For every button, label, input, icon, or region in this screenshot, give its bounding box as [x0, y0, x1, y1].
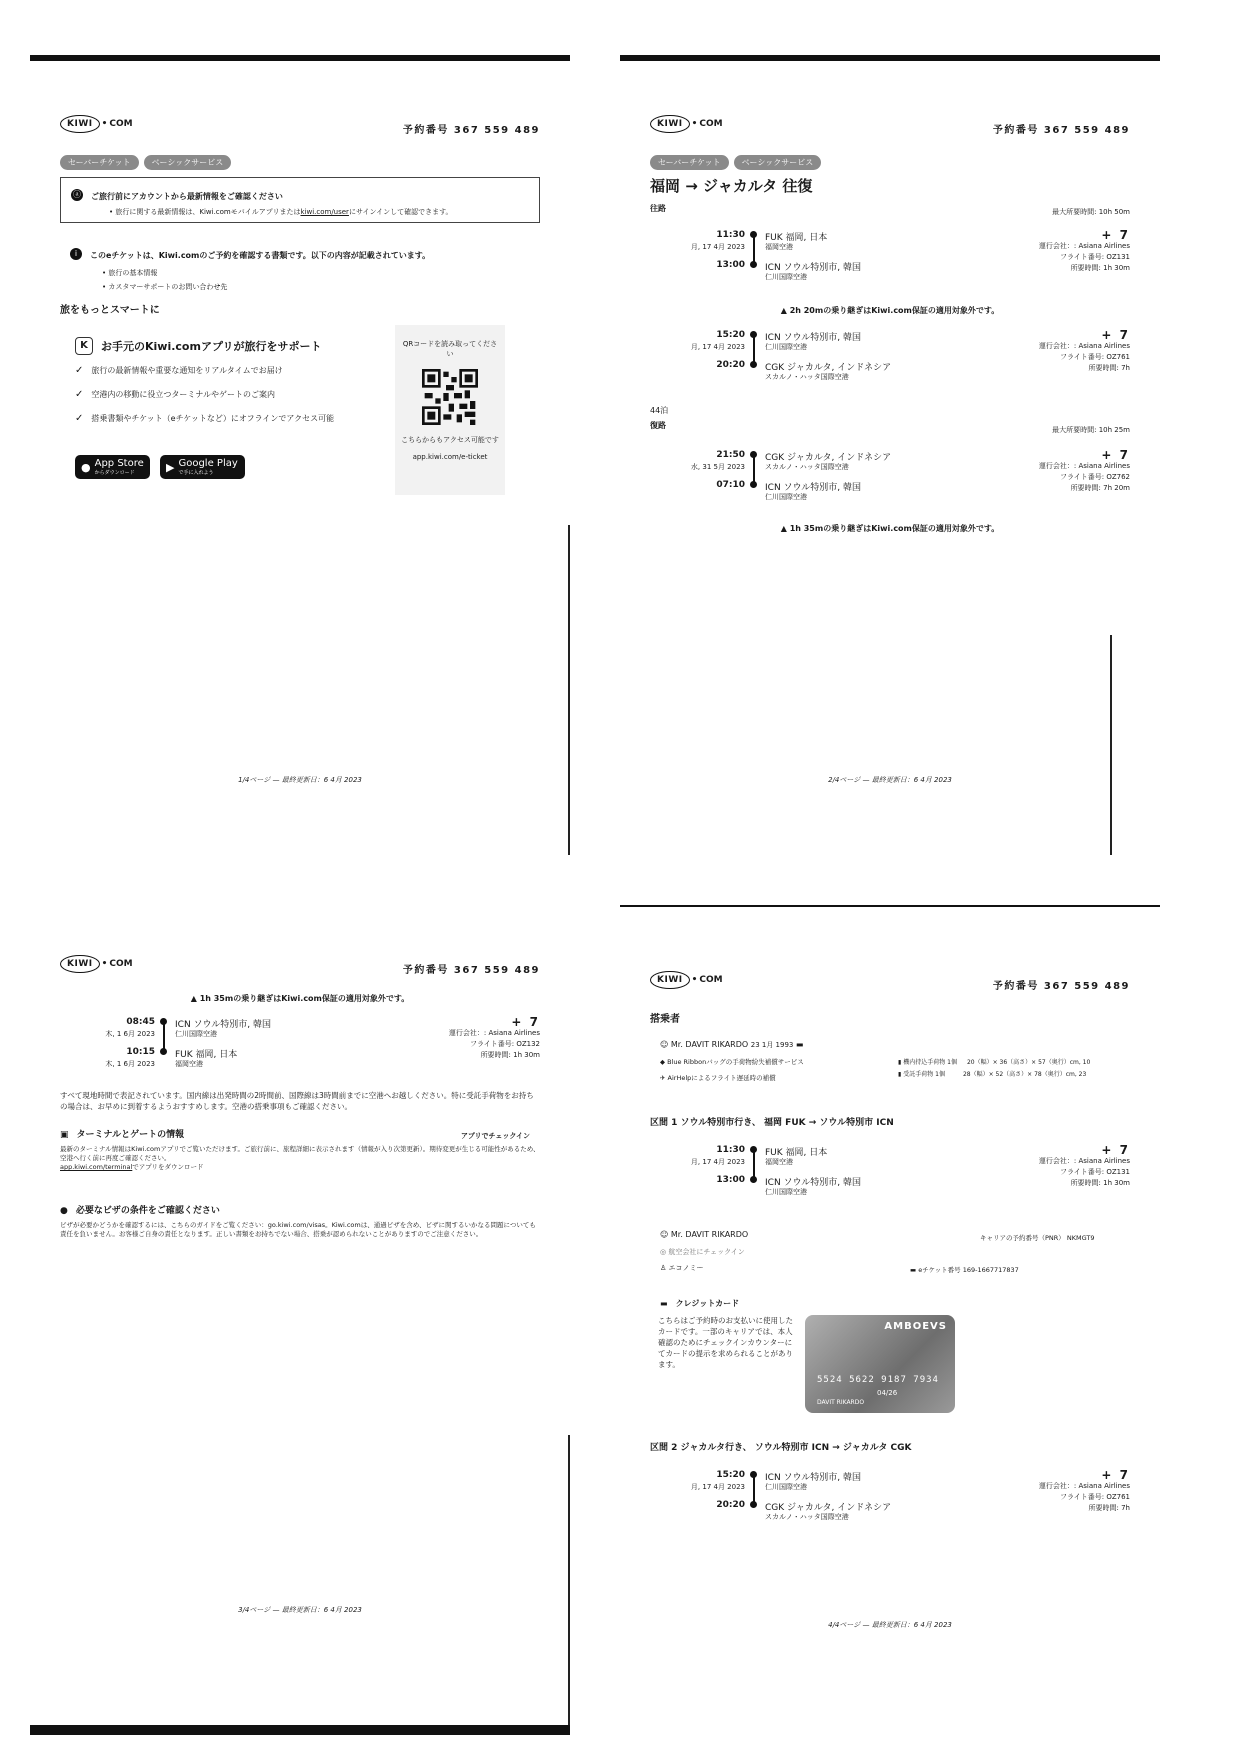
page-footer: 2/4ページ — 最終更新日：6 4月 2023: [828, 776, 952, 784]
logo-com: COM: [109, 959, 133, 969]
segment-dot: [750, 1471, 757, 1478]
checked-bag-icon: ▮: [898, 1071, 904, 1078]
fare-badges: [650, 155, 821, 170]
kiwi-logo: [650, 115, 723, 133]
segment-dot: [750, 451, 757, 458]
terminal-link-post: でアプリをダウンロード: [132, 1163, 204, 1171]
airline-logo-icon: + 7: [1101, 1143, 1130, 1157]
eticket-info: [70, 243, 540, 292]
departure-airport-name: 福岡空港: [765, 243, 793, 251]
operator: 運行会社：: Asiana Airlines: [1038, 1157, 1130, 1165]
feature-text: 搭乗書類やチケット（eチケットなど）にオフラインでアクセス可能: [91, 414, 335, 423]
badge-basic: ベーシックサービス: [734, 155, 822, 170]
airline-logo-icon: + 7: [1101, 1468, 1130, 1482]
booking-number: 予約番号 367 559 489: [992, 981, 1130, 992]
departure-date: 月, 17 4月 2023: [690, 243, 745, 251]
kiwi-logo: [650, 971, 723, 989]
card-expiry: 04/26: [877, 1389, 898, 1397]
eticket-info-title: このeチケットは、Kiwi.comのご予約を確認する書類です。以下の内容が記載されています。: [90, 251, 431, 260]
page-bottom-bar: [30, 1725, 570, 1735]
flight-segment: [650, 1470, 1130, 1530]
qr-url[interactable]: app.kiwi.com/e-ticket: [412, 453, 488, 461]
page-1: [30, 55, 570, 855]
flight-segment: [60, 1017, 540, 1077]
eticket-row: [910, 1265, 1019, 1274]
credit-card-text: こちらはご予約時のお支払いに使用したカードです。一部のキャリアでは、本人確認のためにチェックインカウンターにてカードの提示を求められることがあります。: [658, 1316, 793, 1369]
departure-airport-name: 仁川国際空港: [175, 1030, 217, 1038]
flight-segment: [650, 1145, 1130, 1205]
badge-basic: ベーシックサービス: [144, 155, 232, 170]
departure-date: 木, 1 6月 2023: [105, 1030, 155, 1038]
departure-airport: ICN ソウル特別市, 韓国: [765, 333, 861, 343]
account-info-bullet: [109, 207, 529, 217]
arrival-airport-name: 福岡空港: [175, 1060, 203, 1068]
flight-number: フライト番号: OZ761: [1059, 353, 1130, 361]
departure-time: 11:30: [716, 230, 745, 240]
visa-heading: [60, 1203, 220, 1216]
apple-icon: ●: [81, 460, 91, 474]
terminal-icon: ▣: [60, 1130, 69, 1140]
feature-item: [75, 389, 334, 400]
booking-number: 予約番号 367 559 489: [402, 125, 540, 136]
page-header: [650, 115, 1130, 145]
route-title: 福岡 → ジャカルタ 往復: [650, 177, 813, 195]
segment-dot: [750, 231, 757, 238]
check-icon: ✓: [75, 389, 84, 400]
service-row: [660, 1073, 776, 1082]
segment-dot: [160, 1048, 167, 1055]
credit-card-title: クレジットカード: [675, 1299, 740, 1308]
baggage-row: [898, 1057, 1090, 1066]
segment-dot: [750, 361, 757, 368]
cabin-class: エコノミー: [668, 1264, 704, 1272]
page-2: [620, 55, 1160, 855]
page-edge: [1110, 635, 1112, 855]
return-total-duration: 最大所要時間: 10h 25m: [1052, 426, 1130, 434]
flag-icon: ▬: [795, 1040, 804, 1049]
departure-time: 21:50: [716, 450, 745, 460]
google-play-button[interactable]: [160, 455, 245, 479]
departure-airport: ICN ソウル特別市, 韓国: [175, 1020, 271, 1030]
bullet-text-post: にサインインして確認できます。: [348, 208, 453, 216]
segment-dot: [750, 1176, 757, 1183]
passenger-row: [660, 1040, 803, 1050]
operator: 運行会社：: Asiana Airlines: [448, 1029, 540, 1037]
page-footer: 3/4ページ — 最終更新日：6 4月 2023: [238, 1606, 362, 1614]
page-edge: [568, 1435, 570, 1735]
check-icon: ✓: [75, 365, 84, 376]
cabin-bag-dims: 20（幅）× 36（高さ）× 57（奥行）cm, 10: [966, 1059, 1091, 1066]
account-info-box: [60, 177, 540, 223]
feature-text: 空港内の移動に役立つターミナルやゲートのご案内: [91, 390, 275, 399]
app-store-label: App Store: [94, 458, 144, 469]
page-footer: 4/4ページ — 最終更新日：6 4月 2023: [828, 1621, 952, 1629]
account-info-title: ご旅行前にアカウントから最新情報をご確認ください: [91, 192, 283, 201]
arrival-airport-name: 仁川国際空港: [765, 273, 807, 281]
service-row: [660, 1057, 804, 1066]
page-header: [60, 955, 540, 985]
arrival-date: 木, 1 6月 2023: [105, 1060, 155, 1068]
person-icon: ☺: [660, 1040, 671, 1049]
nights-count: 44泊: [650, 406, 669, 415]
page-header: [60, 115, 540, 145]
terminal-link[interactable]: app.kiwi.com/terminal: [60, 1163, 133, 1171]
arrival-airport: FUK 福岡, 日本: [175, 1050, 238, 1060]
departure-date: 月, 17 4月 2023: [690, 1158, 745, 1166]
passenger-name: Mr. DAVIT RIKARDO: [670, 1040, 749, 1049]
operator: 運行会社：: Asiana Airlines: [1038, 342, 1130, 350]
segment-duration: 所要時間: 7h: [1088, 364, 1130, 372]
pnr: キャリアの予約番号（PNR） NKMGT9: [980, 1234, 1095, 1242]
segment-dot: [750, 481, 757, 488]
logo-dot: •: [101, 959, 108, 969]
segment-line: [753, 1474, 755, 1504]
flight-segment: [650, 450, 1130, 510]
google-play-label: Google Play: [178, 458, 238, 469]
logo-dot: •: [691, 119, 698, 129]
arrival-airport: ICN ソウル特別市, 韓国: [765, 1178, 861, 1188]
arrival-time: 10:15: [126, 1047, 155, 1057]
flight-segment: [650, 230, 1130, 290]
arrival-time: 20:20: [716, 1500, 745, 1510]
logo-com: COM: [699, 119, 723, 129]
flight-number: フライト番号: OZ761: [1059, 1493, 1130, 1501]
google-play-sublabel: で手に入れよう: [178, 470, 214, 476]
page-footer: 1/4ページ — 最終更新日：6 4月 2023: [238, 776, 362, 784]
airline-logo-icon: + 7: [1101, 228, 1130, 242]
cabin-row: [660, 1263, 704, 1273]
arrival-airport-name: スカルノ・ハッタ国際空港: [765, 373, 849, 381]
plane-icon: ✈: [660, 1074, 668, 1082]
departure-airport: ICN ソウル特別市, 韓国: [765, 1473, 861, 1483]
departure-date: 月, 17 4月 2023: [690, 1483, 745, 1491]
logo-dot: •: [101, 119, 108, 129]
airline-logo-icon: + 7: [511, 1015, 540, 1029]
ticket-icon: ▬: [910, 1266, 919, 1274]
segment-duration: 所要時間: 1h 30m: [1070, 1179, 1130, 1187]
segment-duration: 所要時間: 7h 20m: [1070, 484, 1130, 492]
credit-card-image: [805, 1315, 955, 1413]
kiwi-logo: [60, 955, 133, 973]
departure-time: 15:20: [716, 330, 745, 340]
outbound-total-duration: 最大所要時間: 10h 50m: [1052, 208, 1130, 216]
passenger-name: Mr. DAVIT RIKARDO: [670, 1230, 749, 1239]
arrival-airport-name: スカルノ・ハッタ国際空港: [765, 1513, 849, 1521]
departure-airport: FUK 福岡, 日本: [765, 1148, 828, 1158]
airline-info: [1039, 450, 1130, 494]
return-label: 復路: [650, 421, 666, 430]
departure-date: 水, 31 5月 2023: [690, 463, 745, 471]
airline-logo-icon: + 7: [1101, 448, 1130, 462]
leg1-title: 区間 1 ソウル特別市行き、 福岡 FUK → ソウル特別市 ICN: [650, 1118, 894, 1128]
layover-warning: ▲ 1h 35mの乗り継ぎはKiwi.com保証の適用対象外です。: [780, 524, 1000, 533]
eticket-number: eチケット番号 169-1667717837: [918, 1266, 1019, 1274]
flight-segment: [650, 330, 1130, 390]
app-store-sublabel: からダウンロード: [94, 470, 135, 476]
visa-text: ビザが必要かどうかを確認するには、こちらのガイドをご覧ください：go.kiwi.com/visas。Kiwi.comは、通過ビザを含め、ビザに関するいかなる問題についても責任を負いません。お客様ご自身の責任となります。正しい書類をお持ちでない場合、搭乗が認められないことがありますのでご注意ください。: [60, 1221, 536, 1238]
qr-panel: [395, 325, 505, 495]
credit-card-icon: ▬: [660, 1299, 668, 1308]
page-3: [30, 935, 570, 1735]
bag-protection-icon: ◆: [660, 1058, 668, 1066]
departure-airport-name: 福岡空港: [765, 1158, 793, 1166]
arrival-time: 07:10: [716, 480, 745, 490]
departure-date: 月, 17 4月 2023: [690, 343, 745, 351]
qr-instruction: QRコードを読み取ってください: [402, 340, 498, 358]
departure-airport-name: スカルノ・ハッタ国際空港: [765, 463, 849, 471]
eticket-info-item: • 旅行の基本情報: [102, 268, 540, 278]
page-top-bar: [620, 55, 1160, 61]
page-header: [650, 971, 1130, 1001]
checkin-airline: 航空会社にチェックイン: [668, 1248, 745, 1256]
passenger-dob: 23 1月 1993: [750, 1041, 794, 1049]
segment-duration: 所要時間: 1h 30m: [480, 1051, 540, 1059]
departure-time: 15:20: [716, 1470, 745, 1480]
feature-item: [75, 413, 334, 424]
airline-info: [1039, 230, 1130, 274]
checked-bag-dims: 28（幅）× 52（高さ）× 78（奥行）cm, 23: [962, 1071, 1087, 1078]
person-icon: ☺: [660, 1230, 671, 1239]
qr-alt-access: こちらからもアクセス可能です: [401, 436, 499, 444]
terminal-title: ターミナルとゲートの情報: [76, 1130, 185, 1140]
airline-logo-icon: + 7: [1101, 328, 1130, 342]
departure-airport-name: 仁川国際空港: [765, 343, 807, 351]
flight-number: フライト番号: OZ131: [1059, 1168, 1130, 1176]
terminal-body: 最新のターミナル情報はKiwi.comアプリでご覧いただけます。ご旅行前に、旅程詳細に表示されます（情報が入り次第更新）。期待変更が生じる可能性があるため、空港へ行く前に再度ご確認ください。: [60, 1145, 540, 1162]
airline-info: [449, 1017, 540, 1061]
passenger-row: [660, 1230, 748, 1239]
page-top-bar: [30, 55, 570, 61]
logo-text: KIWI: [650, 971, 690, 989]
arrival-airport: ICN ソウル特別市, 韓国: [765, 483, 861, 493]
booking-number: 予約番号 367 559 489: [402, 965, 540, 976]
logo-com: COM: [109, 119, 133, 129]
operator: 運行会社：: Asiana Airlines: [1038, 1482, 1130, 1490]
kiwi-user-link[interactable]: kiwi.com/user: [300, 208, 349, 216]
departure-airport: CGK ジャカルタ, インドネシア: [765, 453, 892, 463]
kiwi-app-icon: K: [75, 337, 93, 355]
segment-dot: [750, 261, 757, 268]
segment-duration: 所要時間: 1h 30m: [1070, 264, 1130, 272]
bullet-text: 旅行に関する最新情報は、Kiwi.comモバイルアプリまたは: [115, 208, 301, 216]
departure-time: 08:45: [126, 1017, 155, 1027]
app-promo-title: お手元のKiwi.comアプリが旅行をサポート: [101, 340, 322, 353]
terminal-text: [60, 1145, 540, 1172]
flight-number: フライト番号: OZ131: [1059, 253, 1130, 261]
checkin-row: [660, 1247, 745, 1257]
segment-line: [753, 334, 755, 364]
local-time-note: すべて現地時間で表記されています。国内線は出発時間の2時間前、国際線は3時間前までに空港へお越しください。特に受託手荷物をお持ちの場合は、お早めに到着するようおすすめします。空港の搭乗事項もご確認ください。: [60, 1091, 534, 1111]
departure-airport: FUK 福岡, 日本: [765, 233, 828, 243]
operator: 運行会社：: Asiana Airlines: [1038, 242, 1130, 250]
checkin-in-app-label[interactable]: アプリでチェックイン: [460, 1132, 530, 1140]
badge-saver: セーバーチケット: [60, 155, 139, 170]
seat-icon: ♙: [660, 1264, 669, 1272]
arrival-time: 13:00: [716, 260, 745, 270]
page-4: [620, 905, 1160, 1705]
visa-title: 必要なビザの条件をご確認ください: [75, 1206, 220, 1216]
layover-warning: ▲ 2h 20mの乗り継ぎはKiwi.com保証の適用対象外です。: [780, 306, 1000, 315]
airline-info: [1039, 1470, 1130, 1514]
feature-item: [75, 365, 334, 376]
service-blue-ribbon: Blue Ribbonバッグの手荷物紛失補償サービス: [667, 1058, 804, 1066]
card-bank: AMBOEVS: [884, 1321, 947, 1332]
arrival-time: 20:20: [716, 360, 745, 370]
flight-number: フライト番号: OZ132: [469, 1040, 540, 1048]
cabin-bag: 機内持込手荷物 1個: [903, 1059, 957, 1066]
visa-icon: ●: [60, 1206, 68, 1216]
segment-duration: 所要時間: 7h: [1088, 1504, 1130, 1512]
logo-com: COM: [699, 975, 723, 985]
store-badges: [75, 455, 245, 479]
logo-text: KIWI: [60, 115, 100, 133]
kiwi-logo: [60, 115, 133, 133]
booking-number: 予約番号 367 559 489: [992, 125, 1130, 136]
terminal-heading: [60, 1127, 184, 1140]
leg2-title: 区間 2 ジャカルタ行き、 ソウル特別市 ICN → ジャカルタ CGK: [650, 1443, 912, 1453]
app-features-list: [75, 365, 334, 437]
segment-dot: [750, 1146, 757, 1153]
segment-dot: [750, 331, 757, 338]
smart-travel-title: 旅をもっとスマートに: [60, 305, 160, 316]
card-number: 5524 5622 9187 7934: [817, 1375, 939, 1385]
logo-text: KIWI: [60, 955, 100, 973]
app-store-button[interactable]: [75, 455, 150, 479]
operator: 運行会社：: Asiana Airlines: [1038, 462, 1130, 470]
segment-line: [753, 234, 755, 264]
google-play-icon: ▶: [166, 460, 175, 474]
departure-airport-name: 仁川国際空港: [765, 1483, 807, 1491]
checkin-icon: ◎: [660, 1248, 669, 1256]
layover-warning: ▲ 1h 35mの乗り継ぎはKiwi.com保証の適用対象外です。: [190, 994, 410, 1003]
qr-code-icon[interactable]: [422, 369, 478, 425]
arrival-airport-name: 仁川国際空港: [765, 493, 807, 501]
arrival-airport: CGK ジャカルタ, インドネシア: [765, 1503, 892, 1513]
logo-dot: •: [691, 975, 698, 985]
card-holder: DAVIT RIKARDO: [817, 1399, 865, 1406]
arrival-airport-name: 仁川国際空港: [765, 1188, 807, 1196]
segment-line: [163, 1021, 165, 1051]
account-icon: ⓐ: [73, 189, 81, 199]
departure-time: 11:30: [716, 1145, 745, 1155]
logo-text: KIWI: [650, 115, 690, 133]
fare-badges: [60, 155, 231, 170]
service-airhelp: AirHelpによるフライト遅延時の補償: [667, 1074, 776, 1082]
eticket-info-item: • カスタマーサポートのお問い合わせ先: [102, 282, 540, 292]
app-promo-heading: [75, 337, 322, 355]
airline-info: [1039, 1145, 1130, 1189]
arrival-airport: CGK ジャカルタ, インドネシア: [765, 363, 892, 373]
info-icon: i: [70, 248, 82, 260]
badge-saver: セーバーチケット: [650, 155, 729, 170]
arrival-airport: ICN ソウル特別市, 韓国: [765, 263, 861, 273]
checked-bag: 受託手荷物 1個: [903, 1071, 945, 1078]
segment-line: [753, 454, 755, 484]
arrival-time: 13:00: [716, 1175, 745, 1185]
segment-line: [753, 1149, 755, 1179]
baggage-row: [898, 1069, 1086, 1078]
page-top-bar: [620, 905, 1160, 907]
check-icon: ✓: [75, 413, 84, 424]
credit-card-heading: [660, 1298, 739, 1309]
airline-info: [1039, 330, 1130, 374]
passengers-heading: 搭乗者: [650, 1014, 680, 1025]
flight-number: フライト番号: OZ762: [1059, 473, 1130, 481]
segment-dot: [750, 1501, 757, 1508]
segment-dot: [160, 1018, 167, 1025]
cabin-bag-icon: ▮: [898, 1059, 904, 1066]
feature-text: 旅行の最新情報や重要な通知をリアルタイムでお届け: [91, 366, 283, 375]
page-edge: [568, 525, 570, 855]
outbound-label: 往路: [650, 204, 666, 213]
